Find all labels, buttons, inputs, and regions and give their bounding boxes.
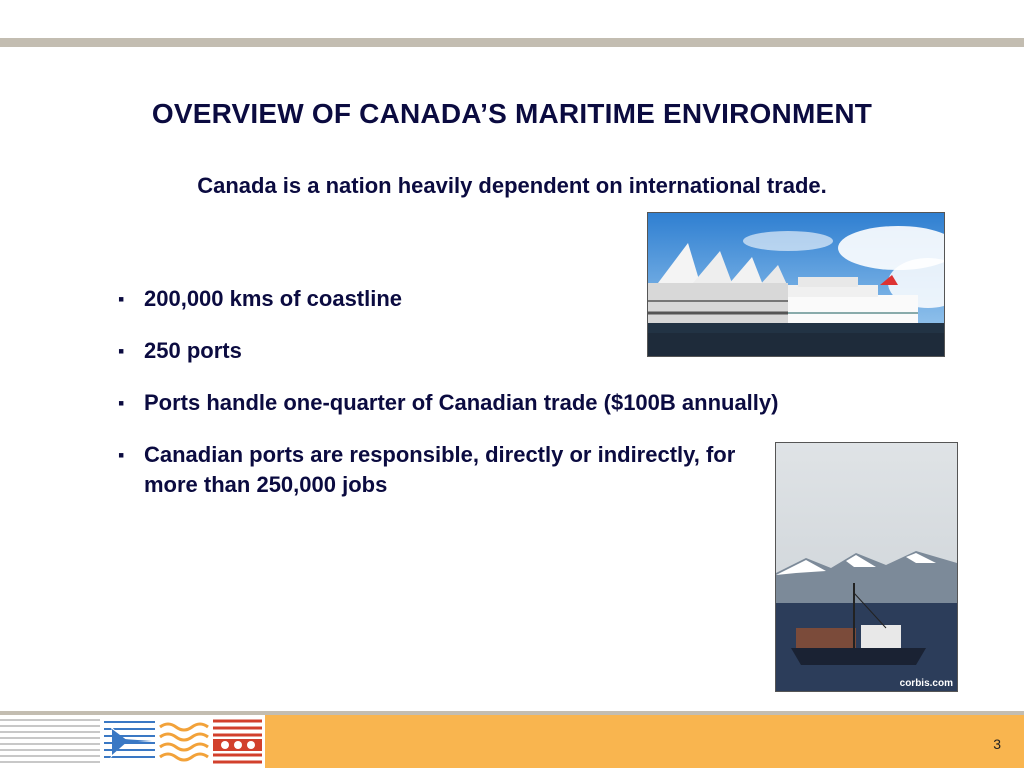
slide-title: OVERVIEW OF CANADA’S MARITIME ENVIRONMENT [151,98,873,129]
bullet-marker: ▪ [118,393,125,413]
bullet-item [118,440,744,500]
slide-subtitle: Canada is a nation heavily dependent on international trade. [197,173,827,198]
bullet-text: Canadian ports are responsible, directly or indirectly, for more than 250,000 jobs [144,442,736,497]
top-rule [0,38,1024,47]
bullet-text: Ports handle one-quarter of Canadian trade ($100B annually) [144,390,779,415]
footer-logo-area [0,715,265,768]
cruise-ship-photo [647,212,945,357]
bullet-text: 250 ports [144,338,242,363]
bullet-marker: ▪ [118,289,125,309]
page-number: 3 [993,736,1001,752]
train-logo-icon [213,721,262,762]
footer-bar [265,715,1024,768]
bullet-text: 200,000 kms of coastline [144,286,403,311]
bullet-item [118,388,844,418]
plane-logo-icon [104,722,155,759]
photo-credit: corbis.com [899,678,953,689]
wave-logo-icon [160,724,208,760]
footer-logo [0,715,265,768]
bullet-marker: ▪ [118,445,125,465]
bullet-marker: ▪ [118,341,125,361]
fishing-boat-photo [775,442,958,692]
